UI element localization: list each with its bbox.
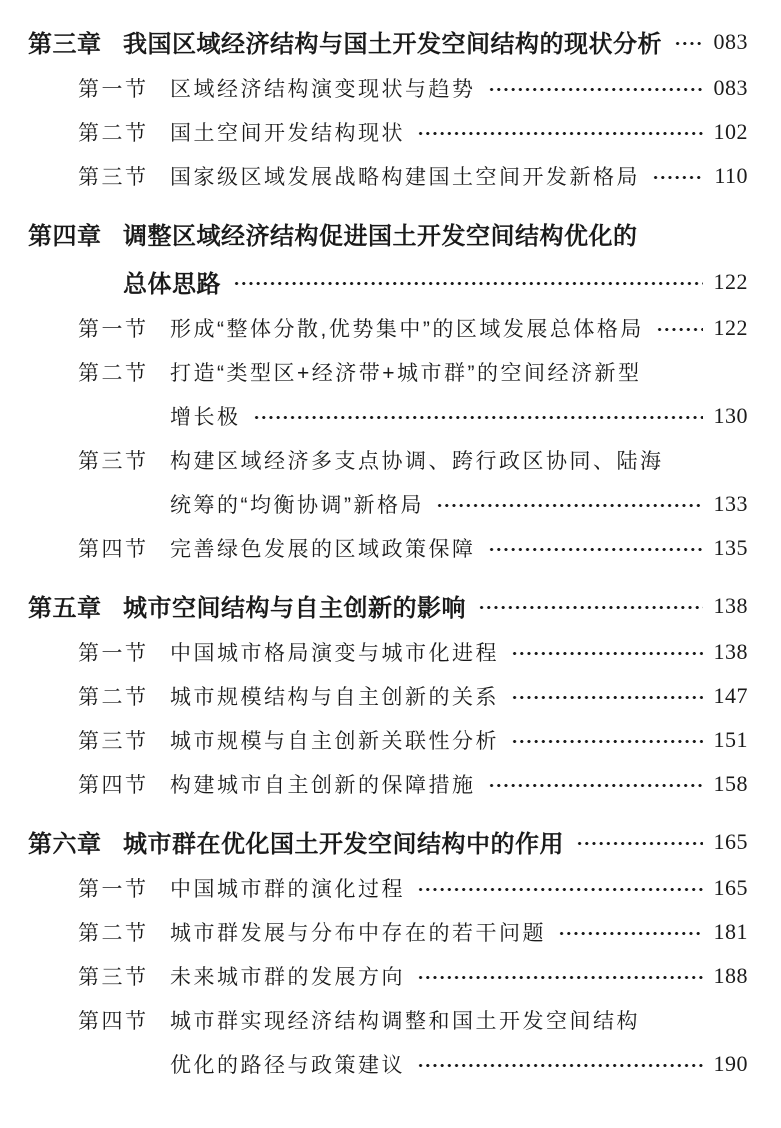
dot-leader bbox=[417, 1050, 703, 1078]
toc-row-section bbox=[28, 682, 748, 710]
section-title: 城市群发展与分布中存在的若干问题 bbox=[170, 922, 546, 945]
page-number: 188 bbox=[713, 963, 748, 988]
page-number: 135 bbox=[713, 535, 748, 560]
page-number: 165 bbox=[713, 875, 748, 900]
toc-row-chapter-continuation bbox=[28, 266, 748, 297]
page-number: 147 bbox=[713, 683, 748, 708]
chapter-title: 城市空间结构与自主创新的影响 bbox=[123, 595, 466, 622]
page-number: 130 bbox=[713, 403, 748, 428]
dot-leader bbox=[233, 266, 703, 297]
section-title: 构建区域经济多支点协调、跨行政区协同、陆海 bbox=[170, 450, 664, 473]
dot-leader bbox=[417, 874, 703, 902]
toc-row-section-continuation bbox=[28, 490, 748, 518]
section-label: 第一节 bbox=[78, 78, 149, 101]
page-number: 122 bbox=[713, 315, 748, 340]
toc-row-chapter-6 bbox=[28, 826, 748, 857]
toc-row-section bbox=[28, 118, 748, 146]
chapter-label: 第三章 bbox=[28, 31, 102, 58]
section-label: 第一节 bbox=[78, 642, 149, 665]
section-title: 城市群实现经济结构调整和国土开发空间结构 bbox=[170, 1010, 640, 1033]
section-title: 中国城市群的演化过程 bbox=[170, 878, 405, 901]
section-label: 第四节 bbox=[78, 774, 149, 797]
toc-row-section-continuation bbox=[28, 1050, 748, 1078]
toc-row-section bbox=[28, 726, 748, 754]
chapter-title: 调整区域经济结构促进国土开发空间结构优化的 bbox=[123, 223, 638, 250]
chapter-label: 第四章 bbox=[28, 223, 102, 250]
toc-row-section bbox=[28, 446, 748, 474]
section-label: 第四节 bbox=[78, 538, 149, 561]
toc-row-section bbox=[28, 918, 748, 946]
toc-row-chapter-4 bbox=[28, 218, 748, 249]
section-title: 构建城市自主创新的保障措施 bbox=[170, 774, 476, 797]
toc-row-section bbox=[28, 314, 748, 342]
section-label: 第二节 bbox=[78, 122, 149, 145]
toc-row-section bbox=[28, 962, 748, 990]
section-label: 第二节 bbox=[78, 922, 149, 945]
page-number: 122 bbox=[713, 268, 748, 294]
chapter-title: 我国区域经济结构与国土开发空间结构的现状分析 bbox=[123, 31, 662, 58]
section-label: 第一节 bbox=[78, 318, 149, 341]
page-number: 165 bbox=[713, 828, 748, 854]
section-label: 第二节 bbox=[78, 686, 149, 709]
dot-leader bbox=[417, 962, 703, 990]
chapter-title-continuation: 总体思路 bbox=[123, 271, 221, 298]
section-title: 完善绿色发展的区域政策保障 bbox=[170, 538, 476, 561]
toc-row-section bbox=[28, 874, 748, 902]
toc-row-section bbox=[28, 162, 748, 190]
dot-leader bbox=[652, 162, 703, 190]
dot-leader bbox=[488, 74, 704, 102]
page-number: 133 bbox=[713, 491, 748, 516]
dot-leader bbox=[478, 590, 703, 621]
section-label: 第三节 bbox=[78, 966, 149, 989]
toc-row-section-continuation bbox=[28, 402, 748, 430]
page-number: 190 bbox=[713, 1051, 748, 1076]
section-title: 城市规模结构与自主创新的关系 bbox=[170, 686, 499, 709]
section-label: 第二节 bbox=[78, 362, 149, 385]
dot-leader bbox=[511, 638, 703, 666]
page-number: 083 bbox=[713, 75, 748, 100]
toc-row-section bbox=[28, 770, 748, 798]
toc-row-chapter-5 bbox=[28, 590, 748, 621]
section-title: 打造“类型区+经济带+城市群”的空间经济新型 bbox=[170, 362, 642, 385]
dot-leader bbox=[253, 402, 704, 430]
dot-leader bbox=[417, 118, 703, 146]
dot-leader bbox=[488, 534, 704, 562]
section-label: 第三节 bbox=[78, 730, 149, 753]
section-title-continuation: 增长极 bbox=[170, 406, 241, 429]
section-title-continuation: 优化的路径与政策建议 bbox=[170, 1054, 405, 1077]
toc-row-chapter-3 bbox=[28, 26, 748, 57]
section-label: 第四节 bbox=[78, 1010, 149, 1033]
section-title: 中国城市格局演变与城市化进程 bbox=[170, 642, 499, 665]
page-number: 138 bbox=[713, 639, 748, 664]
section-label: 第一节 bbox=[78, 878, 149, 901]
section-title-continuation: 统筹的“均衡协调”新格局 bbox=[170, 494, 424, 517]
dot-leader bbox=[436, 490, 703, 518]
section-title: 国家级区域发展战略构建国土空间开发新格局 bbox=[170, 166, 640, 189]
dot-leader bbox=[656, 314, 703, 342]
section-title: 形成“整体分散,优势集中”的区域发展总体格局 bbox=[170, 318, 644, 341]
dot-leader bbox=[558, 918, 703, 946]
toc-row-section bbox=[28, 1006, 748, 1034]
page-number: 158 bbox=[713, 771, 748, 796]
section-label: 第三节 bbox=[78, 166, 149, 189]
chapter-label: 第五章 bbox=[28, 595, 102, 622]
page-number: 110 bbox=[714, 163, 748, 188]
chapter-title: 城市群在优化国土开发空间结构中的作用 bbox=[123, 831, 564, 858]
chapter-label: 第六章 bbox=[28, 831, 102, 858]
toc-row-section bbox=[28, 534, 748, 562]
dot-leader bbox=[511, 726, 703, 754]
dot-leader bbox=[674, 26, 703, 57]
section-title: 未来城市群的发展方向 bbox=[170, 966, 405, 989]
page-number: 151 bbox=[713, 727, 748, 752]
dot-leader bbox=[488, 770, 704, 798]
dot-leader bbox=[511, 682, 703, 710]
page-number: 102 bbox=[713, 119, 748, 144]
toc-row-section bbox=[28, 638, 748, 666]
page-number: 138 bbox=[713, 592, 748, 618]
toc-row-section bbox=[28, 358, 748, 386]
toc-row-section bbox=[28, 74, 748, 102]
dot-leader bbox=[576, 826, 703, 857]
page-number: 181 bbox=[713, 919, 748, 944]
section-title: 国土空间开发结构现状 bbox=[170, 122, 405, 145]
section-title: 区域经济结构演变现状与趋势 bbox=[170, 78, 476, 101]
section-label: 第三节 bbox=[78, 450, 149, 473]
section-title: 城市规模与自主创新关联性分析 bbox=[170, 730, 499, 753]
page-number: 083 bbox=[713, 28, 748, 54]
